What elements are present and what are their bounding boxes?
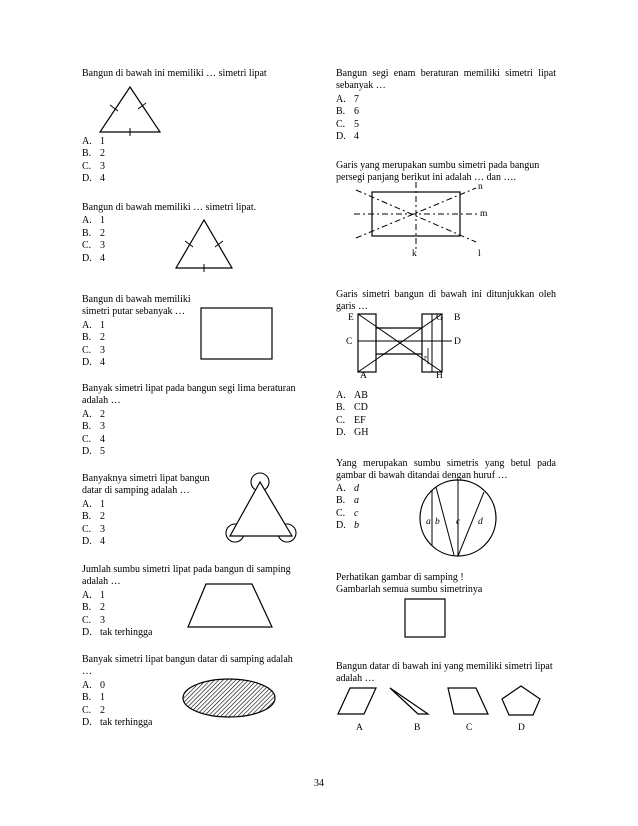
option-d: D. 5 <box>82 446 105 458</box>
question-13 <box>336 661 556 686</box>
option-a: A. 0 <box>82 679 105 691</box>
question-stem-line-1: Banyaknya simetri lipat bangun <box>82 473 210 484</box>
option-b: B. 1 <box>82 692 105 704</box>
option-a: A. 1 <box>82 319 105 331</box>
question-stem-line-2: persegi panjang berikut ini adalah … dan …. <box>336 172 516 184</box>
question-stem-line-1: Banyak simetri lipat bangun datar di samping adalah <box>82 654 293 665</box>
question-1-options <box>82 136 105 186</box>
label-F: F <box>424 356 428 362</box>
option-b: B. a <box>336 495 359 507</box>
question-8 <box>336 68 556 143</box>
label-B: B <box>414 723 421 733</box>
parallelogram-shape <box>338 688 376 714</box>
label-C: C <box>346 337 353 347</box>
label-E: E <box>348 313 354 323</box>
option-b: B. 6 <box>336 106 359 118</box>
option-c: C. 3 <box>82 240 105 252</box>
question-stem: Bangun di bawah memiliki … simetri lipat. <box>82 202 257 213</box>
option-a: A. AB <box>336 390 368 401</box>
triangle-with-circles-figure <box>224 470 304 550</box>
question-stem-line-1: Garis yang merupakan sumbu simetri pada bangun <box>336 160 540 171</box>
option-a: A. 1 <box>82 498 105 510</box>
label-d: d <box>478 517 483 527</box>
question-stem: Bangun di bawah ini memiliki … simetri lipat <box>82 68 267 79</box>
question-1 <box>82 68 302 81</box>
label-C: C <box>466 723 473 733</box>
option-c: C. 2 <box>82 704 105 716</box>
option-d: D. b <box>336 520 359 532</box>
question-stem-line-1: Banyak simetri lipat pada bangun segi lima beraturan <box>82 383 296 394</box>
label-l: l <box>478 249 481 259</box>
option-c: C. 3 <box>82 160 105 172</box>
option-c: C. 4 <box>82 433 105 445</box>
trapezoid-figure <box>186 582 276 632</box>
option-d: D. 4 <box>336 131 359 143</box>
option-b: B. 2 <box>82 227 105 239</box>
question-stem-line-2: adalah … <box>82 576 121 588</box>
option-b: B. 2 <box>82 511 105 523</box>
label-B: B <box>454 313 461 323</box>
option-a: A. 1 <box>82 215 105 227</box>
label-n: n <box>478 182 483 192</box>
option-d: D. 4 <box>82 173 105 185</box>
hatched-ellipse-figure <box>180 676 280 721</box>
label-c: c <box>456 517 461 527</box>
option-a: A. 7 <box>336 93 359 105</box>
label-H: H <box>436 371 443 381</box>
isosceles-triangle-figure <box>174 218 236 272</box>
option-c: C. EF <box>336 414 366 426</box>
label-a: a <box>426 517 431 527</box>
triangle-tick-marks-figure <box>98 85 168 140</box>
question-stem-line-2: datar di samping adalah … <box>82 485 190 497</box>
option-b: B. CD <box>336 402 368 414</box>
option-d: D. 4 <box>82 536 105 548</box>
option-b: B. 2 <box>82 148 105 160</box>
option-c: C. 3 <box>82 523 105 535</box>
page-number: 34 <box>314 778 324 789</box>
label-G: G <box>436 313 443 323</box>
label-A: A <box>356 723 363 733</box>
option-b: B. 2 <box>82 332 105 344</box>
question-stem-line-1: Yang merupakan sumbu simetris yang betul pada <box>336 458 556 469</box>
h-shape-symmetry-figure <box>340 308 470 380</box>
option-d: D. 4 <box>82 357 105 369</box>
rectangle-figure <box>200 307 275 362</box>
option-d: D. 4 <box>82 252 105 264</box>
question-stem-line-2: sebanyak … <box>336 80 386 92</box>
option-c: C. 3 <box>82 614 105 626</box>
label-A: A <box>360 371 367 381</box>
circle-with-lines-figure <box>418 478 500 560</box>
option-a: A. 1 <box>82 589 105 601</box>
option-d: D. GH <box>336 427 369 439</box>
question-stem-line-1: Garis simetri bangun di bawah ini ditunjukkan oleh <box>336 289 556 300</box>
option-a: A. d <box>336 482 359 494</box>
question-stem-line-1: Jumlah sumbu simetri lipat pada bangun di samping <box>82 564 291 575</box>
option-c: C. c <box>336 507 359 519</box>
option-d: D. tak terhingga <box>82 627 153 639</box>
question-stem-line-2: … <box>82 666 92 678</box>
label-D: D <box>454 337 461 347</box>
option-c: C. 5 <box>336 118 359 130</box>
question-12 <box>336 572 556 597</box>
label-b: b <box>435 517 440 527</box>
option-b: B. 3 <box>82 421 105 433</box>
question-stem-line-1: Bangun segi enam beraturan memiliki simetri lipat <box>336 68 556 79</box>
label-m: m <box>480 209 488 219</box>
question-stem-line-2: adalah … <box>336 673 375 685</box>
question-stem-line-2: Gambarlah semua sumbu simetrinya <box>336 584 483 596</box>
question-stem-line-2: simetri putar sebanyak … <box>82 306 186 318</box>
square-figure <box>404 598 448 640</box>
question-stem-line-2: adalah … <box>82 395 121 407</box>
trapezoid-shape <box>448 688 488 714</box>
option-a: A. 1 <box>82 136 105 147</box>
question-stem-line-2: garis … <box>336 301 368 313</box>
question-stem-line-2: gambar di bawah ditandai dengan huruf … <box>336 470 508 482</box>
question-stem-line-1: Perhatikan gambar di samping ! <box>336 572 464 583</box>
pentagon-shape <box>502 686 540 715</box>
question-4 <box>82 383 302 458</box>
question-5 <box>82 473 222 548</box>
label-k: k <box>412 249 417 259</box>
rectangle-symmetry-lines-figure <box>346 180 496 260</box>
question-10-options <box>336 390 368 440</box>
option-a: A. 2 <box>82 408 105 420</box>
option-c: C. 3 <box>82 344 105 356</box>
option-b: B. 2 <box>82 602 105 614</box>
label-D: D <box>518 723 525 733</box>
question-stem-line-1: Bangun datar di bawah ini yang memiliki simetri lipat <box>336 661 553 672</box>
triangle-shape <box>390 688 428 714</box>
option-d: D. tak terhingga <box>82 717 153 729</box>
four-shapes-figure <box>336 684 556 734</box>
question-stem-line-1: Bangun di bawah memiliki <box>82 294 191 305</box>
